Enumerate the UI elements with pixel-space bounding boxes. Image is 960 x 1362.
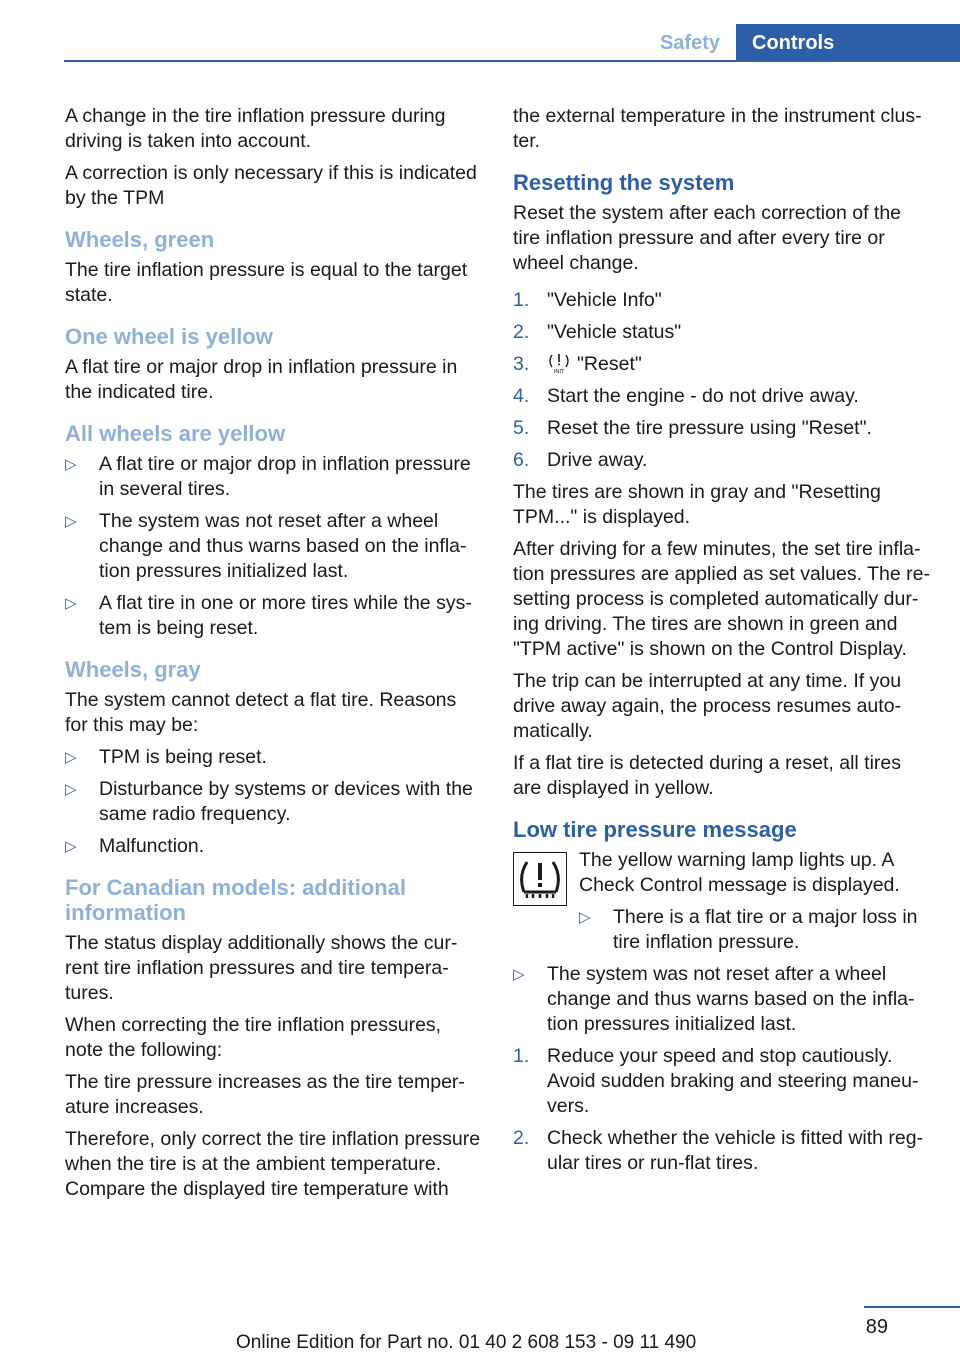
step-text: Start the engine - do not drive away. bbox=[547, 385, 859, 407]
triangle-bullet-icon: ▷ bbox=[65, 456, 77, 473]
gray-reasons-list bbox=[65, 745, 483, 859]
list-item-text: The system was not reset after a wheel change and thus warns based on the inflation pressures initialized last. bbox=[99, 510, 467, 582]
header-rule bbox=[64, 60, 960, 62]
list-item bbox=[65, 509, 483, 584]
list-item-text: TPM is being reset. bbox=[99, 746, 267, 768]
paragraph-reset-2: After driving for a few minutes, the set tire inflation pressures are applied as set values. The resetting process is completed automatically during driving. The tires are shown in green and "TPM active" is shown on the Control Display. bbox=[513, 538, 930, 660]
paragraph-low-pressure: The yellow warning lamp lights up. A Check Control message is displayed. bbox=[579, 849, 900, 896]
list-item bbox=[513, 416, 931, 441]
low-pressure-warning bbox=[513, 848, 931, 955]
step-text: "Reset" bbox=[577, 353, 642, 375]
footer-rule bbox=[864, 1306, 960, 1308]
paragraph-wheels-green: The tire inflation pressure is equal to the target state. bbox=[65, 259, 468, 306]
svg-text:INIT: INIT bbox=[553, 369, 565, 374]
list-item bbox=[513, 320, 931, 345]
list-item-text: A flat tire or major drop in inflation pressure in several tires. bbox=[99, 453, 471, 500]
heading-canadian-models: For Canadian models: additional information bbox=[65, 875, 407, 925]
triangle-bullet-icon: ▷ bbox=[65, 513, 77, 530]
step-number: 3. bbox=[513, 353, 530, 375]
step-number: 2. bbox=[513, 1127, 530, 1149]
right-column bbox=[513, 104, 931, 1183]
low-pressure-sub-list bbox=[579, 905, 931, 955]
step-text: Check whether the vehicle is fitted with regular tires or run-flat tires. bbox=[547, 1127, 924, 1174]
step-number: 1. bbox=[513, 1045, 530, 1067]
paragraph-reset-4: If a flat tire is detected during a reset, all tires are displayed in yellow. bbox=[513, 752, 902, 799]
step-number: 5. bbox=[513, 417, 530, 439]
section-tab-safety: Safety bbox=[659, 32, 720, 54]
section-tab-controls: Controls bbox=[736, 24, 960, 62]
edition-footer: Online Edition for Part no. 01 40 2 608 153 - 09 11 490 bbox=[236, 1332, 697, 1353]
list-item bbox=[513, 1126, 931, 1176]
paragraph-canadian-4: Therefore, only correct the tire inflation pressure when the tire is at the ambient temperature. Compare the displayed tire temperature with bbox=[65, 1128, 481, 1200]
list-item bbox=[513, 962, 931, 1037]
heading-one-wheel-yellow: One wheel is yellow bbox=[65, 324, 273, 349]
paragraph-wheels-gray: The system cannot detect a flat tire. Reasons for this may be: bbox=[65, 689, 457, 736]
heading-wheels-green: Wheels, green bbox=[65, 227, 215, 252]
triangle-bullet-icon: ▷ bbox=[65, 781, 77, 798]
intro-paragraph-1: A change in the tire inflation pressure during driving is taken into account. bbox=[65, 105, 446, 152]
triangle-bullet-icon: ▷ bbox=[513, 966, 525, 983]
triangle-bullet-icon: ▷ bbox=[65, 595, 77, 612]
step-number: 1. bbox=[513, 289, 530, 311]
tpm-init-icon bbox=[547, 352, 571, 374]
step-number: 6. bbox=[513, 449, 530, 471]
list-item bbox=[65, 834, 483, 859]
all-yellow-list bbox=[65, 452, 483, 641]
list-item bbox=[579, 905, 931, 955]
step-text: Drive away. bbox=[547, 449, 648, 471]
paragraph-canadian-3: The tire pressure increases as the tire temperature increases. bbox=[65, 1071, 465, 1118]
left-column bbox=[65, 104, 483, 1209]
heading-wheels-gray: Wheels, gray bbox=[65, 657, 201, 682]
low-pressure-list bbox=[513, 962, 931, 1037]
list-item-text: There is a flat tire or a major loss in tire inflation pressure. bbox=[613, 906, 918, 953]
heading-low-tire-pressure: Low tire pressure message bbox=[513, 817, 797, 842]
paragraph-resetting: Reset the system after each correction of the tire inflation pressure and after every tire or wheel change. bbox=[513, 202, 902, 274]
list-item bbox=[65, 745, 483, 770]
list-item-text: Disturbance by systems or devices with the same radio frequency. bbox=[99, 778, 473, 825]
list-item bbox=[65, 591, 483, 641]
intro-paragraph-2: A correction is only necessary if this is indicated by the TPM bbox=[65, 162, 477, 209]
list-item-text: Malfunction. bbox=[99, 835, 205, 857]
paragraph-canadian-2: When correcting the tire inflation pressures, note the following: bbox=[65, 1014, 442, 1061]
list-item-text: A flat tire in one or more tires while the system is being reset. bbox=[99, 592, 472, 639]
step-text: Reset the tire pressure using "Reset". bbox=[547, 417, 872, 439]
list-item bbox=[65, 452, 483, 502]
paragraph-one-wheel-yellow: A flat tire or major drop in inflation pressure in the indicated tire. bbox=[65, 356, 458, 403]
reset-steps-list bbox=[513, 288, 931, 473]
continued-paragraph: the external temperature in the instrument cluster. bbox=[513, 105, 922, 152]
list-item-text: The system was not reset after a wheel change and thus warns based on the inflation pressures initialized last. bbox=[547, 963, 915, 1035]
heading-all-wheels-yellow: All wheels are yellow bbox=[65, 421, 286, 446]
step-number: 4. bbox=[513, 385, 530, 407]
list-item bbox=[65, 777, 483, 827]
step-text: Reduce your speed and stop cautiously. Avoid sudden braking and steering maneuvers. bbox=[547, 1045, 919, 1117]
list-item bbox=[513, 1044, 931, 1119]
list-item bbox=[513, 448, 931, 473]
triangle-bullet-icon: ▷ bbox=[65, 749, 77, 766]
heading-resetting-system: Resetting the system bbox=[513, 170, 735, 195]
triangle-bullet-icon: ▷ bbox=[579, 909, 591, 926]
paragraph-canadian-1: The status display additionally shows the current tire inflation pressures and tire temperatures. bbox=[65, 932, 458, 1004]
list-item bbox=[513, 352, 931, 377]
step-text: "Vehicle Info" bbox=[547, 289, 662, 311]
list-item bbox=[513, 288, 931, 313]
paragraph-reset-1: The tires are shown in gray and "Resetting TPM..." is displayed. bbox=[513, 481, 881, 528]
page-number: 89 bbox=[865, 1316, 888, 1338]
triangle-bullet-icon: ▷ bbox=[65, 838, 77, 855]
step-text: "Vehicle status" bbox=[547, 321, 682, 343]
low-pressure-steps-list bbox=[513, 1044, 931, 1176]
list-item bbox=[513, 384, 931, 409]
step-number: 2. bbox=[513, 321, 530, 343]
tire-pressure-warning-icon bbox=[513, 852, 567, 906]
paragraph-reset-3: The trip can be interrupted at any time. If you drive away again, the process resumes automatically. bbox=[513, 670, 902, 742]
